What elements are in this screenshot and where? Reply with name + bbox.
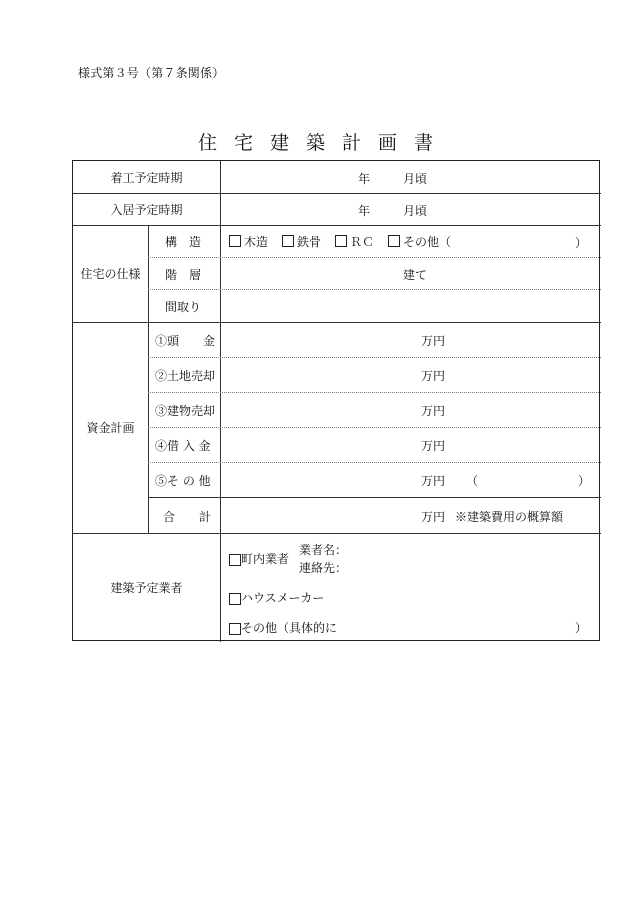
funding-item-label: ①頭 金	[155, 334, 216, 348]
funding-item-unit: 万円	[421, 404, 446, 418]
funding-other-close: ）	[578, 474, 591, 488]
funding-item-unit: 万円	[421, 439, 446, 453]
builder-other-close: ）	[575, 621, 588, 635]
builder-local-option	[229, 550, 289, 567]
row-divider	[73, 322, 601, 323]
spec-group-label: 住宅の仕様	[80, 267, 141, 281]
move-in-label: 入居予定時期	[110, 202, 183, 217]
builder-local-checkbox[interactable]	[229, 554, 241, 566]
start-time-label: 着工予定時期	[110, 170, 183, 185]
builder-name-label: 業者名：	[299, 543, 348, 557]
document-title: 住宅建築計画書	[197, 132, 450, 154]
builder-other-label: その他（具体的に	[241, 621, 338, 635]
builder-other-checkbox[interactable]	[229, 623, 241, 635]
funding-item-label: ⑤そ の 他	[155, 474, 211, 488]
structure-other-checkbox[interactable]	[388, 235, 400, 247]
funding-item-label: ②土地売却	[155, 369, 216, 383]
builder-housemaker-label: ハウスメーカー	[241, 591, 325, 605]
funding-item-unit: 万円	[421, 369, 446, 383]
funding-total-note: ※建築費用の概算額	[455, 510, 564, 524]
housing-plan-form	[72, 160, 600, 641]
col-divider-group	[148, 225, 149, 533]
start-time-month-unit: 月頃	[403, 172, 428, 186]
funding-item-unit: 万円	[421, 334, 446, 348]
row-divider-dotted	[148, 289, 601, 290]
row-divider-dotted	[148, 257, 601, 258]
row-divider-dotted	[148, 427, 601, 428]
move-in-year-unit: 年	[358, 204, 371, 218]
row-divider-dotted	[148, 462, 601, 463]
funding-item-label: ③建物売却	[155, 404, 216, 418]
move-in-month-unit: 月頃	[403, 204, 428, 218]
structure-other-close: ）	[575, 236, 588, 250]
structure-steel-checkbox[interactable]	[282, 235, 294, 247]
builder-other-option	[229, 619, 337, 636]
floors-suffix: 建て	[403, 268, 428, 282]
start-time-year-unit: 年	[358, 172, 371, 186]
structure-options	[229, 225, 451, 257]
layout-label: 間取り	[165, 300, 202, 314]
funding-group-label: 資金計画	[86, 421, 135, 435]
builder-local-label: 町内業者	[241, 552, 290, 566]
row-divider-total	[148, 497, 601, 498]
structure-rc-label: ＲＣ	[350, 234, 375, 249]
col-divider-main	[220, 161, 221, 642]
funding-other-open: （	[466, 474, 479, 488]
structure-other-label: その他（	[403, 234, 452, 249]
funding-item-label: ④借 入 金	[155, 439, 211, 453]
builder-group-label: 建築予定業者	[110, 580, 183, 595]
funding-total-label: 合 計	[163, 510, 212, 524]
builder-contact-label: 連絡先：	[299, 561, 348, 575]
row-divider-dotted	[148, 392, 601, 393]
funding-item-unit: 万円	[421, 474, 446, 488]
structure-label: 構 造	[165, 234, 202, 249]
row-divider-dotted	[148, 357, 601, 358]
funding-total-unit: 万円	[421, 510, 446, 524]
floors-label: 階 層	[165, 268, 202, 282]
structure-wood-label: 木造	[244, 234, 269, 249]
structure-steel-label: 鉄骨	[297, 234, 322, 249]
structure-rc-checkbox[interactable]	[335, 235, 347, 247]
form-number: 様式第３号（第７条関係）	[78, 66, 225, 80]
builder-housemaker-checkbox[interactable]	[229, 593, 241, 605]
builder-housemaker-option	[229, 589, 324, 606]
structure-wood-checkbox[interactable]	[229, 235, 241, 247]
